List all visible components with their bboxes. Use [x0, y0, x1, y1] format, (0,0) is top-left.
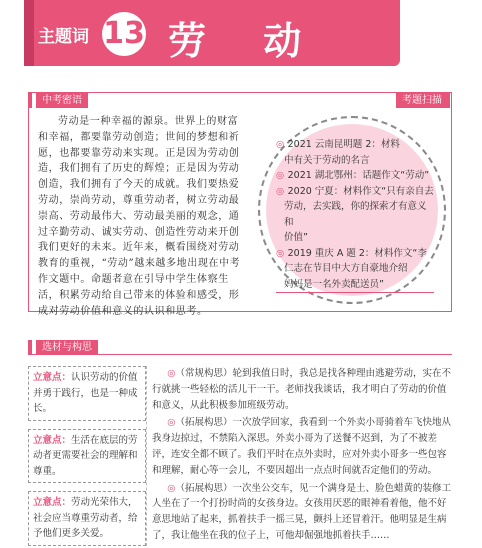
paragraph	[152, 366, 454, 413]
tag-accent-left	[28, 93, 32, 108]
paragraph-text: （常规构思）轮到我值日时，我总是找各种理由逃避劳动，实在不行就挑一些轻松的活儿干一干。老师找我谈话，我才明白了劳动的价值和意义，从此积极参加班级劳动。	[152, 368, 451, 411]
topic-line: 价值”	[284, 232, 308, 243]
note-text: 生活在底层的劳动者更需要社会的理解和尊重。	[33, 434, 138, 477]
paragraph-text: （拓展构思）一次放学回家，我看到一个外卖小哥骑着车飞快地从我身边掠过，不禁陷入深思。外卖小哥为了送餐不迟到，为了不被差评，连安全都不顾了。我们平时在点外卖时，应对外卖小哥多一些包容和理解，耐心等一会儿，不要因超出一点点时间就否定他们的劳动。	[152, 417, 451, 476]
theme-label: 主题词	[38, 27, 89, 47]
topic-item	[276, 168, 434, 184]
topic-line: 仁志在节目中大方自豪地介绍	[284, 263, 408, 274]
theme-number: 13	[102, 12, 146, 56]
banner-accent	[24, 0, 34, 66]
bullet-icon: ◎	[276, 185, 288, 197]
idea-note	[28, 491, 146, 546]
column-separator	[146, 366, 147, 546]
intro-paragraph: 劳动是一种幸福的源泉。世界上的财富和幸福，都要靠劳动创造；世间的梦想和祈愿，也都要靠劳动来实现。正是因为劳动创造，我们拥有了历史的辉煌；正是因为劳动创造，我们拥有了今天的成就。我们要热爱劳动，崇尚劳动，尊重劳动者，树立劳动最崇高、劳动最伟大、劳动最美丽的观念，通过辛勤劳动、诚实劳动、创造性劳动来开创我们更好的未来。近年来，概看围绕对劳动教育的重视，“劳动”越来越多地出现在中考作文题中。命题者意在引导中学生体察生活，积累劳动给自己带来的体验和感受，形成对劳动价值和意义的认识和思考。	[38, 116, 241, 317]
topic-line: 妈妈是一名外卖配送员”	[276, 277, 434, 294]
tag-accent-section	[28, 340, 32, 355]
bullet-icon: ◎	[276, 247, 288, 259]
note-text: 认识劳动的价值并勇于践行，也是一种成长。	[33, 372, 138, 414]
tag-material: 选材与构思	[36, 340, 98, 355]
note-lead: 立意点：	[33, 434, 72, 446]
note-text: 劳动光荣伟大，社会应当尊重劳动者，给予他们更多关爱。	[33, 497, 138, 539]
paragraph	[152, 481, 454, 544]
idea-note	[28, 366, 146, 421]
topic-line: 2020 宁夏：材料作文“只有亲自去	[287, 185, 434, 197]
paragraph-mark-icon: ◎	[167, 482, 176, 494]
topic-line: 中有关于劳动的名言	[284, 154, 370, 166]
note-lead: 立意点：	[33, 497, 72, 508]
topic-item	[276, 246, 434, 294]
exam-topic-list	[276, 137, 434, 293]
topic-item	[276, 184, 434, 246]
paragraph-mark-icon: ◎	[167, 368, 176, 379]
section-divider	[28, 354, 452, 355]
bullet-icon: ◎	[276, 170, 288, 181]
paragraph	[152, 415, 454, 478]
tag-accent-right	[446, 93, 450, 108]
topic-line: 劳动，去实践，你的探索才有意义和	[284, 201, 427, 228]
idea-paragraphs	[152, 366, 454, 546]
topic-line: 2021 湖北鄂州：话题作文“劳动”	[287, 170, 430, 181]
topic-line: 2019 重庆 A 题 2：材料作文“李	[287, 247, 427, 259]
tag-exam-whisper: 中考密语	[36, 93, 88, 108]
note-lead: 立意点：	[33, 372, 72, 383]
tag-exam-scan: 考题扫描	[396, 93, 448, 108]
side-notes	[28, 366, 146, 548]
bullet-icon: ◎	[276, 139, 288, 150]
paragraph-text: （拓展构思）一次坐公交车，见一个满身是土、脸色蜡黄的装修工人坐在了一个打扮时尚的女孩身边。女孩用厌恶的眼神看着他，他不好意思地站了起来，抓着扶手一摇三晃，颤抖上还冒着汗。他明显是生病了，我让他坐在我的位子上，可他却倔强地抓着扶手……	[152, 482, 451, 541]
theme-title: 劳 动	[168, 18, 324, 63]
topic-line: 2021 云南昆明题 2：材料	[287, 139, 400, 150]
idea-note	[28, 429, 146, 484]
paragraph-mark-icon: ◎	[167, 417, 176, 429]
topic-item	[276, 137, 434, 168]
